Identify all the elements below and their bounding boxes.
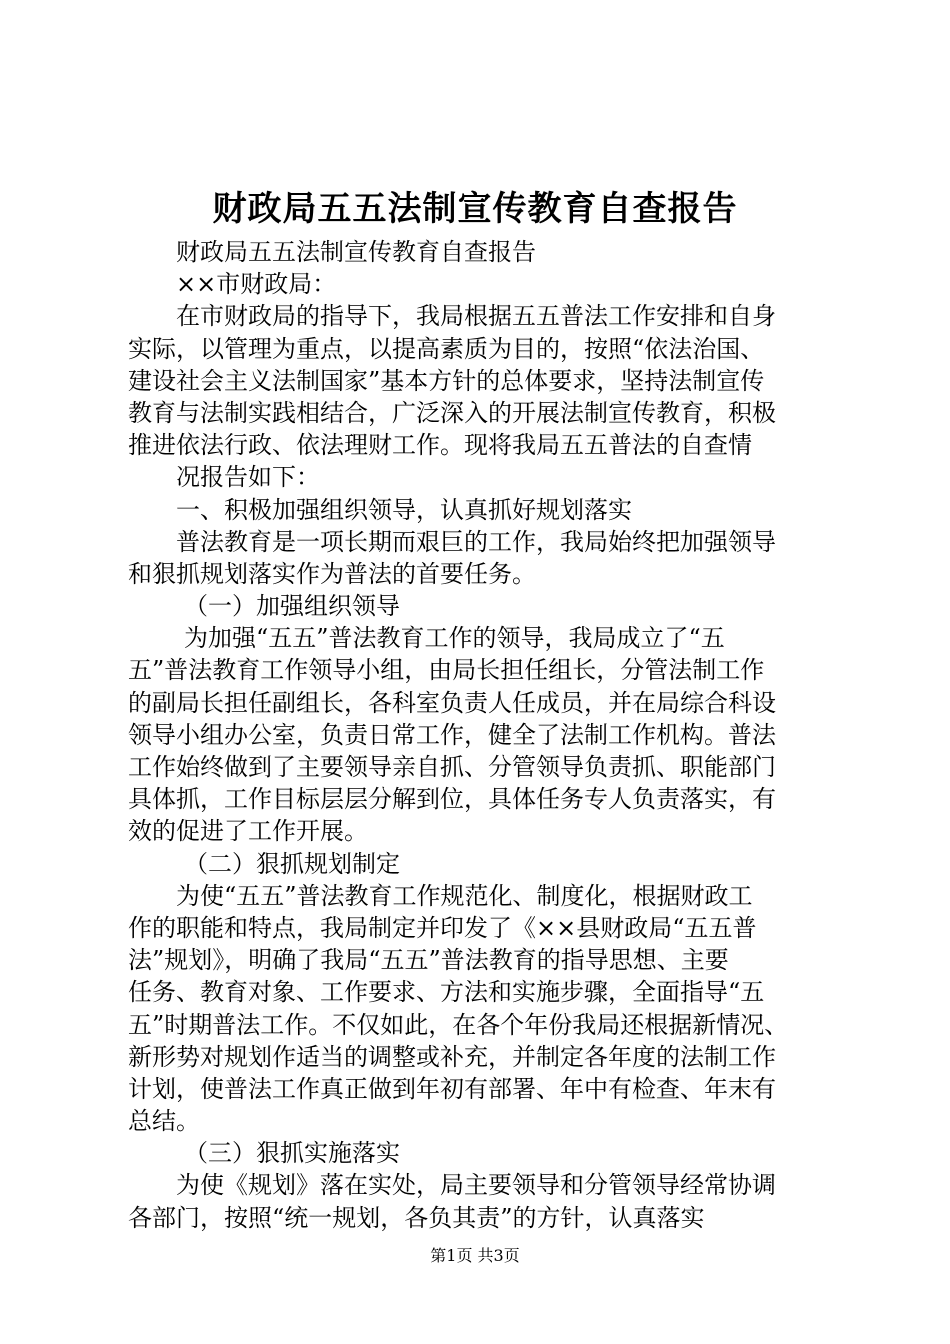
body-line: 实际，以管理为重点，以提高素质为目的，按照“依法治国、 (128, 334, 765, 363)
body-line: 法”规划》，明确了我局“五五”普法教育的指导思想、主要 (128, 946, 729, 975)
body-line: 工作始终做到了主要领导亲自抓、分管领导负责抓、职能部门 (128, 753, 776, 781)
body-line: 为使“五五”普法教育工作规范化、制度化，根据财政工 (176, 881, 753, 910)
body-line: 新形势对规划作适当的调整或补充，并制定各年度的法制工作 (128, 1042, 776, 1071)
body-line: 和狠抓规划落实作为普法的首要任务。 (128, 559, 536, 588)
body-line: （二）狠抓规划制定 (184, 849, 400, 878)
body-line: 的副局长担任副组长，各科室负责人任成员，并在局综合科设 (128, 688, 776, 717)
body-line: 作的职能和特点，我局制定并印发了《××县财政局“五五普 (128, 913, 757, 942)
document-title: 财政局五五法制宣传教育自查报告 (212, 189, 738, 229)
body-line: 为使《规划》落在实处，局主要领导和分管领导经常协调 (176, 1171, 776, 1200)
body-line: 五”时期普法工作。不仅如此，在各个年份我局还根据新情况、 (128, 1010, 789, 1039)
body-line: 教育与法制实践相结合，广泛深入的开展法制宣传教育，积极 (128, 398, 776, 427)
body-line: 为加强“五五”普法教育工作的领导，我局成立了“五 (184, 624, 725, 653)
body-line: 具体抓，工作目标层层分解到位，具体任务专人负责落实，有 (128, 785, 776, 814)
body-line: 一、积极加强组织领导，认真抓好规划落实 (176, 495, 632, 524)
body-line: 普法教育是一项长期而艰巨的工作，我局始终把加强领导 (176, 527, 776, 556)
page-footer: 第1页 共3页 (430, 1246, 520, 1265)
body-line: 效的促进了工作开展。 (128, 817, 368, 846)
body-line: 在市财政局的指导下，我局根据五五普法工作安排和自身 (176, 302, 776, 331)
body-line: ××市财政局： (176, 270, 337, 299)
body-line: 建设社会主义法制国家”基本方针的总体要求，坚持法制宣传 (128, 366, 765, 395)
document-body (128, 236, 840, 1234)
body-line: 领导小组办公室，负责日常工作，健全了法制工作机构。普法 (128, 720, 776, 749)
body-line: 计划，使普法工作真正做到年初有部署、年中有检查、年末有 (128, 1074, 776, 1103)
body-line: 各部门，按照“统一规划，各负其责”的方针，认真落实 (128, 1203, 705, 1232)
body-line: （一）加强组织领导 (184, 592, 400, 621)
body-line: 况报告如下： (176, 463, 320, 492)
body-line: （三）狠抓实施落实 (184, 1139, 400, 1168)
body-line: 财政局五五法制宣传教育自查报告 (176, 238, 536, 266)
body-line: 推进依法行政、依法理财工作。现将我局五五普法的自查情 (128, 431, 752, 460)
body-line: 五”普法教育工作领导小组，由局长担任组长，分管法制工作 (128, 656, 765, 685)
body-line: 总结。 (128, 1107, 200, 1136)
body-line: 任务、教育对象、工作要求、方法和实施步骤，全面指导“五 (128, 978, 765, 1007)
